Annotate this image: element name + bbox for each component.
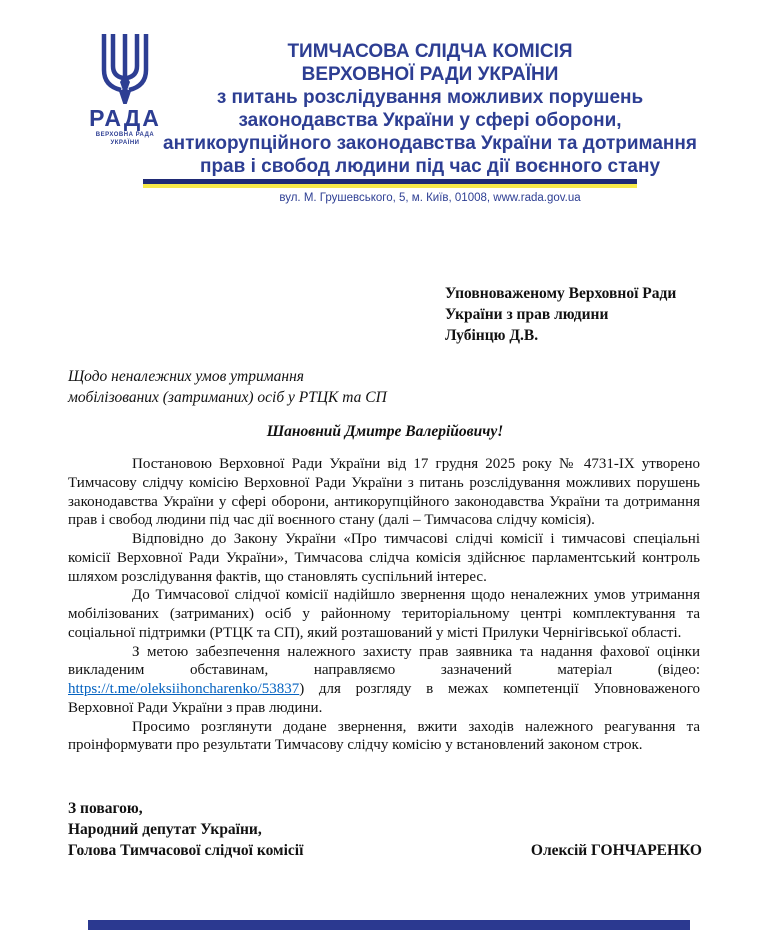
footer-bar <box>88 920 690 930</box>
subject-block <box>68 366 387 408</box>
signature-line: Голова Тимчасової слідчої комісії <box>68 842 304 859</box>
title-line: антикорупційного законодавства України та дотримання <box>163 133 697 154</box>
paragraph-material-after: ) для розгляду в межах компетенції Уповноваженого Верховної Ради України з прав людини. <box>68 681 700 716</box>
rada-logo-text: РАДА <box>89 105 161 131</box>
signature-line: Народний депутат України, <box>68 821 262 838</box>
rada-logo-caption: ВЕРХОВНА РАДА УКРАЇНИ <box>95 132 155 146</box>
paragraph-material <box>68 643 700 718</box>
title-line: з питань розслідування можливих порушень <box>216 87 644 108</box>
letter-body <box>68 455 700 755</box>
paragraph-appeal: До Тимчасової слідчої комісії надійшло звернення щодо неналежних умов утримання мобілізованих (затриманих) осіб у районному територіальному центрі комплектування та соціальної підтримки (РТЦК та СП), який розташований у місті Прилуки Чернігівської області. <box>68 587 700 641</box>
subject-line: Щодо неналежних умов утримання <box>68 368 304 385</box>
paragraph-resolution: Постановою Верховної Ради України від 17 грудня 2025 року № 4731-IX утворено Тимчасову слідчу комісію Верховної Ради України з питань розслідування можливих порушень законодавства України у сфері оборони, антикорупційного законодавства України та дотримання прав і свобод людини під час дії воєнного стану (далі – Тимчасова слідчу комісія). <box>68 456 700 529</box>
title-line: ТИМЧАСОВА СЛІДЧА КОМІСІЯ <box>287 41 573 62</box>
salutation: Шановний Дмитре Валерійовичу! <box>266 423 504 440</box>
commission-title <box>130 40 730 178</box>
recipient-line: Уповноваженому Верховної Ради <box>445 285 677 302</box>
paragraph-material-before: З метою забезпечення належного захисту прав заявника та надання фахової оцінки викладеним обставинам, направляємо зазначений матеріал (відео: <box>68 643 700 679</box>
paragraph-law: Відповідно до Закону України «Про тимчасові слідчі комісії і тимчасові спеціальні комісії Верховної Ради України», Тимчасова слідча комісія здійснює парламентський контроль шляхом розслідування фактів, що становлять суспільний інтерес. <box>68 531 700 585</box>
signature-block <box>68 798 702 861</box>
title-line: ВЕРХОВНОЇ РАДИ УКРАЇНИ <box>301 64 559 85</box>
title-line: прав і свобод людини під час дії воєнного стану <box>199 156 661 177</box>
header-divider <box>143 179 637 188</box>
recipient-line: України з прав людини <box>445 306 609 323</box>
signer-name: Олексій ГОНЧАРЕНКО <box>530 842 702 859</box>
signature-line: З повагою, <box>68 800 143 817</box>
title-line: законодавства України у сфері оборони, <box>238 110 622 131</box>
telegram-video-link[interactable]: https://t.me/oleksiihoncharenko/53837 <box>68 681 300 697</box>
subject-line: мобілізованих (затриманих) осіб у РТЦК та СП <box>68 389 387 406</box>
recipient-line: Лубінцю Д.В. <box>445 327 539 344</box>
recipient-block <box>445 283 676 346</box>
paragraph-request: Просимо розглянути додане звернення, вжити заходів належного реагування та проінформувати про результати Тимчасову слідчу комісію у встановлений законом строк. <box>68 718 700 754</box>
divider-yellow-stripe <box>143 184 637 188</box>
header-address: вул. М. Грушевського, 5, м. Київ, 01008, www.rada.gov.ua <box>279 192 581 204</box>
